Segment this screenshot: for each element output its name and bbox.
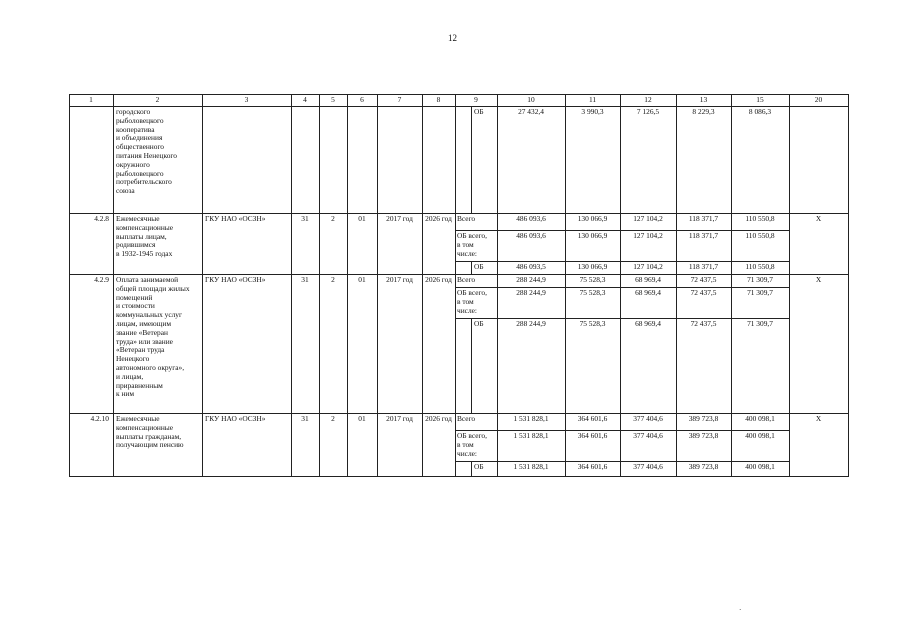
value-ob: 127 104,2: [633, 262, 663, 271]
x-mark: Х: [815, 214, 822, 223]
code-6: 01: [358, 275, 366, 284]
cell-num: [69, 274, 114, 414]
name-line: общей площади жилых: [116, 283, 190, 293]
cell-empty: [347, 106, 378, 214]
cell-code: [347, 274, 378, 414]
value-ob: 7 126,5: [636, 107, 660, 116]
sub-label-line: в том: [457, 239, 474, 249]
name-line: труда» или звание: [116, 336, 173, 346]
row-number: 4.2.8: [94, 214, 109, 223]
page-number: 12: [448, 33, 457, 43]
cell-x: [789, 106, 849, 214]
header-cell-label: 20: [814, 95, 823, 104]
sub-label-line: в том: [457, 439, 474, 449]
value-total: 71 309,7: [747, 275, 773, 284]
cell-empty: [319, 106, 348, 214]
value-total: 75 528,3: [579, 275, 606, 284]
value-sub: 364 601,6: [577, 431, 608, 440]
header-cell-label: 1: [89, 95, 93, 104]
value-sub: 75 528,3: [579, 288, 606, 297]
name-line: приравненным: [116, 380, 163, 390]
name-line: городского: [116, 107, 151, 116]
value-total: 127 104,2: [633, 214, 663, 223]
value-ob: 130 066,9: [577, 262, 608, 271]
name-line: выплаты гражданам,: [116, 431, 182, 441]
code-4: 31: [301, 214, 309, 223]
name-line: Ежемесячные: [116, 414, 160, 423]
header-cell-label: 15: [756, 95, 764, 104]
cell-code: [319, 274, 348, 414]
cell-org: [202, 274, 292, 414]
code-4: 31: [301, 275, 309, 284]
x-mark: Х: [815, 275, 822, 284]
value-total: 130 066,9: [577, 214, 608, 223]
header-cell-label: 5: [331, 95, 335, 104]
cell-value: [731, 106, 790, 214]
sub-label-line: числе:: [457, 448, 477, 458]
value-total: 110 550,8: [745, 214, 775, 223]
end-year: 2026 год: [425, 414, 452, 423]
value-ob: 110 550,8: [745, 262, 775, 271]
org-name: ГКУ НАО «ОСЗН»: [205, 275, 266, 284]
header-cell-label: 6: [360, 95, 364, 104]
value-ob: 400 098,1: [745, 462, 775, 471]
header-cell-label: 3: [244, 95, 249, 104]
name-line: звание «Ветеран: [116, 327, 168, 337]
cell-code: [291, 274, 320, 414]
sub-label-line: ОБ всего,: [457, 431, 487, 440]
cell-empty: [377, 106, 423, 214]
cell-indent: [455, 261, 472, 275]
name-line: автономного округа»,: [116, 363, 185, 372]
cell-value: [565, 106, 621, 214]
name-line: союза: [116, 186, 135, 196]
code-6: 01: [358, 414, 366, 423]
value-ob: 68 969,4: [635, 319, 661, 328]
value-sub: 400 098,1: [745, 431, 775, 440]
value-ob: 71 309,7: [747, 319, 773, 328]
cell-obv: [620, 318, 677, 414]
start-year: 2017 год: [386, 414, 413, 423]
header-cell-label: 12: [644, 95, 652, 104]
ob-label: ОБ: [474, 319, 484, 328]
sub-label-line: числе:: [457, 305, 477, 315]
name-line: к ним: [116, 389, 135, 399]
value-ob: 1 531 828,1: [513, 462, 549, 471]
value-total: 72 437,5: [690, 275, 717, 284]
row-number: 4.2.10: [90, 414, 109, 423]
name-line: Ежемесячные: [116, 214, 160, 223]
value-sub: 377 404,6: [633, 431, 663, 440]
value-sub: 68 969,4: [635, 288, 661, 297]
name-line: выплаты лицам,: [116, 231, 167, 241]
cell-ob: [471, 106, 498, 214]
cell-value: [497, 106, 566, 214]
value-ob: 72 437,5: [690, 319, 717, 328]
sub-label-line: в том: [457, 296, 474, 306]
cell-ob: [471, 318, 498, 414]
start-year: 2017 год: [386, 214, 413, 223]
code-5: 2: [331, 214, 335, 223]
cell-obv: [731, 318, 790, 414]
name-line: кооператива: [116, 124, 155, 134]
ob-label: ОБ: [474, 262, 484, 271]
sub-label-line: ОБ всего,: [457, 231, 487, 240]
name-line: коммунальных услуг: [116, 310, 183, 320]
cell-value: [620, 106, 677, 214]
value-ob: 389 723,8: [688, 462, 719, 471]
value-ob: 377 404,6: [633, 462, 663, 471]
code-5: 2: [331, 275, 335, 284]
cell-obv: [497, 318, 566, 414]
x-mark: Х: [815, 414, 822, 423]
header-cell-label: 4: [303, 95, 307, 104]
cell-num: [69, 106, 114, 214]
name-line: и объединения: [116, 133, 163, 143]
row-number: 4.2.9: [94, 275, 109, 284]
ob-label: ОБ: [474, 107, 484, 116]
value-total: 68 969,4: [635, 275, 661, 284]
value-ob: 288 244,9: [516, 319, 546, 328]
start-year: 2017 год: [386, 275, 413, 284]
value-sub: 486 093,6: [516, 231, 546, 240]
value-ob: 3 990,3: [581, 107, 604, 116]
value-total: 288 244,9: [516, 275, 546, 284]
name-line: лицам, имеющим: [116, 319, 172, 328]
name-line: общественного: [116, 142, 164, 152]
org-name: ГКУ НАО «ОСЗН»: [205, 414, 266, 423]
cell-indent: [455, 461, 472, 477]
value-sub: 72 437,5: [690, 288, 717, 297]
name-line: Оплата занимаемой: [116, 275, 179, 284]
name-line: и стоимости: [116, 301, 155, 311]
header-cell-label: 2: [155, 95, 160, 104]
sub-label-line: числе:: [457, 248, 477, 258]
name-line: родившимся: [116, 240, 156, 250]
cell-value: [676, 106, 732, 214]
value-total: 364 601,6: [577, 414, 608, 423]
sub-label-line: ОБ всего,: [457, 288, 487, 297]
value-sub: 110 550,8: [745, 231, 775, 240]
total-label: Всего: [457, 275, 476, 284]
name-line: компенсационные: [116, 222, 174, 232]
value-sub: 389 723,8: [688, 431, 719, 440]
value-ob: 486 093,5: [516, 262, 546, 271]
value-sub: 130 066,9: [577, 231, 608, 240]
name-line: компенсационные: [116, 422, 174, 432]
value-sub: 118 371,7: [688, 231, 719, 240]
value-total: 118 371,7: [688, 214, 719, 223]
value-sub: 288 244,9: [516, 288, 546, 297]
cell-obv: [676, 318, 732, 414]
cell-empty: [291, 106, 320, 214]
cell-empty: [422, 106, 456, 214]
value-ob: 75 528,3: [579, 319, 606, 328]
value-sub: 127 104,2: [633, 231, 663, 240]
name-line: потребительского: [116, 177, 172, 187]
cell-obv: [565, 318, 621, 414]
name-line: Ненецкого: [116, 354, 150, 364]
header-cell-label: 10: [527, 95, 535, 104]
value-total: 389 723,8: [688, 414, 719, 423]
end-year: 2026 год: [425, 275, 452, 284]
org-name: ГКУ НАО «ОСЗН»: [205, 214, 266, 223]
cell-code: [422, 274, 456, 414]
value-total: 1 531 828,1: [513, 414, 549, 423]
total-label: Всего: [457, 414, 476, 423]
ob-label: ОБ: [474, 462, 484, 471]
value-sub: 1 531 828,1: [513, 431, 549, 440]
cell-code: [377, 274, 423, 414]
cell-indent: [455, 106, 472, 214]
name-line: питания Ненецкого: [116, 151, 177, 160]
name-line: рыболовецкого: [116, 168, 164, 178]
header-cell-label: 9: [474, 95, 478, 104]
header-cell-label: 7: [397, 95, 402, 104]
cell-empty: [202, 106, 292, 214]
code-5: 2: [331, 414, 335, 423]
cell-indent: [455, 318, 472, 414]
end-year: 2026 год: [425, 214, 452, 223]
name-line: получающим пенсию: [116, 440, 184, 450]
code-4: 31: [301, 414, 309, 423]
name-line: «Ветеран труда: [116, 345, 165, 355]
name-line: в 1932-1945 годах: [116, 249, 173, 259]
name-line: помещений: [116, 292, 153, 302]
value-ob: 118 371,7: [688, 262, 719, 271]
value-total: 400 098,1: [745, 414, 775, 423]
scan-speck: ·: [739, 606, 742, 614]
header-cell-label: 13: [699, 95, 708, 104]
value-total: 377 404,6: [633, 414, 663, 423]
value-ob: 8 229,3: [692, 107, 715, 116]
name-line: рыболовецкого: [116, 115, 164, 125]
value-ob: 364 601,6: [577, 462, 608, 471]
value-total: 486 093,6: [516, 214, 546, 223]
cell-x: [789, 274, 849, 414]
code-6: 01: [358, 214, 366, 223]
header-cell-label: 8: [436, 95, 441, 104]
name-line: и лицам,: [116, 371, 144, 381]
header-cell-label: 11: [588, 95, 597, 104]
value-ob: 8 086,3: [748, 107, 772, 116]
total-label: Всего: [457, 214, 476, 223]
value-ob: 27 432,4: [518, 107, 544, 116]
value-sub: 71 309,7: [747, 288, 773, 297]
name-line: окружного: [116, 159, 150, 169]
